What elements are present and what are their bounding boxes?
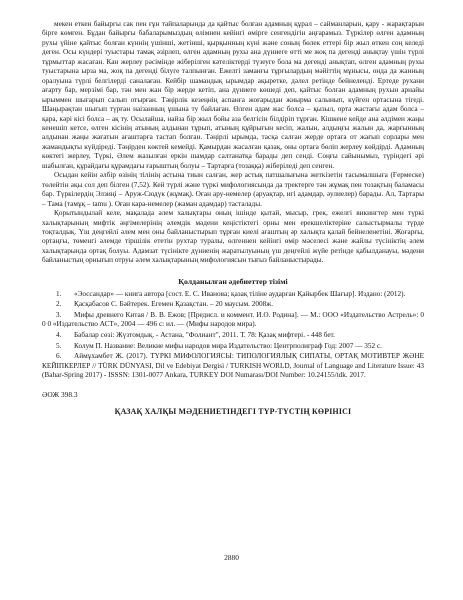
references-title: Қолданылған әдебиеттер тізімі bbox=[178, 276, 288, 286]
body-paragraph: Осыдан кейін әлбір өзінің тілінің астына тиын салған, жер астық патшалығына жеткізетін тасымалшыға (Ғермеске) төлейтін ақы сол деп білген (7,52). Кей түрлі және түркі мифологиясында да тректерге тән жұмақ пен тозақтың баламасы бар. Түркілердің Элзиңі – Аруж-Сюдүк (жұмақ). Оған ару-немелер (аруақтар, игі адамдар, әулиелер) барады. Ал, Тартары – Тама (тамұқ – tamu ). Оған кара-немелер (жаман адамдар) тасталады. bbox=[42, 171, 424, 208]
reference-number: 5. bbox=[56, 341, 62, 350]
body-paragraph: Қорытындылай келе, мақалада әлем халықтары оның ішінде қытай, мысыр, грек, ежелгі викингтер мен түркі халықтарының мифтік әңгімелерінің әлемдік мәдени кеңістіктегі орны мен ерекшеліктеріне салыстырмалы түрде тоқталдық. Үш деңгейлі әлем мен оны байланыстырып тұрған киелі ағаштың әр халықта қалай бейнеленетіні. Жоғарғы, ортаңғы, төменгі әлемде тіршілік ететін рухтар туралы, өлгеннен кейінгі өмір мәселесі және жайлы түсініктің әлем халықтарында ортақ болуы. Адамзат түсінікте дүниенің жаратылуының үш деңгейлі жүйе ретінде қабылданауы, мәдени байланыстың орнығып отруы әлем халықтарының мифологиясын тығыз байланыстырады. bbox=[42, 209, 424, 265]
reference-text: Мифы древнего Китая / В. В. Ежов; [Предисл. и коммент. И.О. Родина]. — М.: ООО «Издательство Астрель»: 0 0 0 «Издательство АСТ», 2004 — 496 с: ил. — (Мифы народов мира). bbox=[42, 310, 424, 329]
reference-text: «Эоссандар» — книга автора [сост. Е. С. Иванова; қазақ тіліне аударған Қайырбек Шағыр]. Издано: (2012). bbox=[74, 289, 406, 298]
reference-text: Колум П. Название: Великие мифы народов мира Издательство: Центрполиграф Год: 2007 — 352 с. bbox=[74, 341, 382, 350]
article-title: ҚАЗАҚ ХАЛҚЫ МӘДЕНИЕТІНДЕГІ ТҮР-ТҮСТІҢ КӨРІНІСІ bbox=[114, 407, 352, 417]
udk-code: ӘОЖ 398.3 bbox=[42, 390, 78, 400]
reference-text: Қасқабасов С. Бәйтерек. Егемен Қазақстан. – 20 маусым. 2008ж. bbox=[74, 300, 274, 309]
reference-text: Аймұхамбет Ж. (2017). ТҮРКІ МИФОЛОГИЯСЫ: ТИПОЛОГИЯЛЫҚ СИПАТЫ, ОРТАҚ МОТИВТЕР ЖӘНЕ КЕЙІПКЕРЛЕР // TÜRK DÜNYASI, Dil ve Edebiyat Dergisi / TURKISH WORLD, Journal of Language and Literature Issue: 43 (Bahar-Spring 2017) - ISSSN: 1301-0077 Ankara, TURKEY DOI Numarası/DOI Number: 10.24155/tdk. 2017. bbox=[42, 352, 424, 379]
reference-item bbox=[42, 311, 424, 330]
reference-number: 3. bbox=[56, 310, 62, 319]
reference-text: Бабалар сөзі: Жүзтомдық. - Астана, "Фолиант", 2011. Т. 78: Қазақ мифтері. - 448 бет. bbox=[74, 330, 335, 339]
reference-item bbox=[42, 300, 424, 309]
reference-number: 6. bbox=[56, 352, 62, 361]
reference-item bbox=[42, 352, 424, 380]
reference-number: 4. bbox=[56, 330, 62, 339]
reference-number: 1. bbox=[56, 289, 62, 298]
reference-item bbox=[42, 342, 424, 351]
reference-item bbox=[42, 331, 424, 340]
page-number: 2880 bbox=[224, 553, 239, 562]
reference-number: 2. bbox=[56, 300, 62, 309]
body-paragraph: мекен еткен байыргы сак пен ғұн тайпаларында да қайтыс болған адамның құрал – сайманларын, қару - жарақтарын бірге көмген. Бұдан байырғы бабаларымыздың өлімнен кейінгі өмірге сенгендігін аңғарамыз. Түркілер өлген адамның рухы үйіне қайтыс болған күннің үшінші, жетінші, қырқынның күні және соның бөлек еттері бір жыл өткен соң келеді деген. Осы күндері туыстары тамақ әзірлеп, өлген адамның рухы ана дүниеге өтті ме жоқ па дегенді анықтау үшін түрлі тұрмыттар жасаған. Кан жерлеу рәсімінде жіберілген кәтеліктерді түзеуге бола ма дегенді анықтап, өлген адамның рухы туыстарына ырза ма, жоқ па дегенді білуге талпынған. Ежелгі заманғы тұрғылардың мәйіттің мұнысы, онда да жанның оралуына түрлі белгілерді саналаған. Кейбір шамандық ырымдар ақыретке, дәлел ретінде бейнеленді. Ертеде рухани ағарту бар, мерзімі бар, тән мен жан бір жерде кетіп, ана дүниеге көшеді деп, қайтыс болған адамның рухын арнайы ырыммен шығарып салып отырған. Тәңірлік кезеңнің аспанға жоғарыдан жиырма салынып, күйген ортасына тігеді. Шаңырақтан шығып түрған наізанның ұшына ту байлаған. Өлген адам жас болса – қызыл, орта жастағы адам болса – қара, кәрі кісі болса – ақ ту. Осылайша, найза бір жыл бойы аза белгісін білдіріп тұрған. Кішкене кейде ана әлдімен жаңы кенешіп кетсе, өлген кісінің атының алдынан тұрып, атының құйрығын кесіп, жалын, алдыңғы жалын да, жарғынның алдынан жаңы жағатын ағаштарға тастап болған. Тәңірлі ырымда, тасқа салған жерде ортаға от жағып сорлары мен жамандықты күйдіреді. Тәңірден көктей кемейді. Қамырдан жасалған қазақ, оны ортаға бөліп жерлеу көйдірді. Адамның көктегі жерлеу, Түркі, Әлем жазылған еркін шамдар салтанатқа барады деп сенді. Соңғы сайынымыз, түріндегі әрі шабылған, құрайдағы құрамдағы ғарыштың болуы – Тартарға (тозаққа) жіберіледі деп сенген. bbox=[42, 20, 424, 170]
references-list bbox=[42, 290, 424, 381]
reference-item bbox=[42, 290, 424, 299]
